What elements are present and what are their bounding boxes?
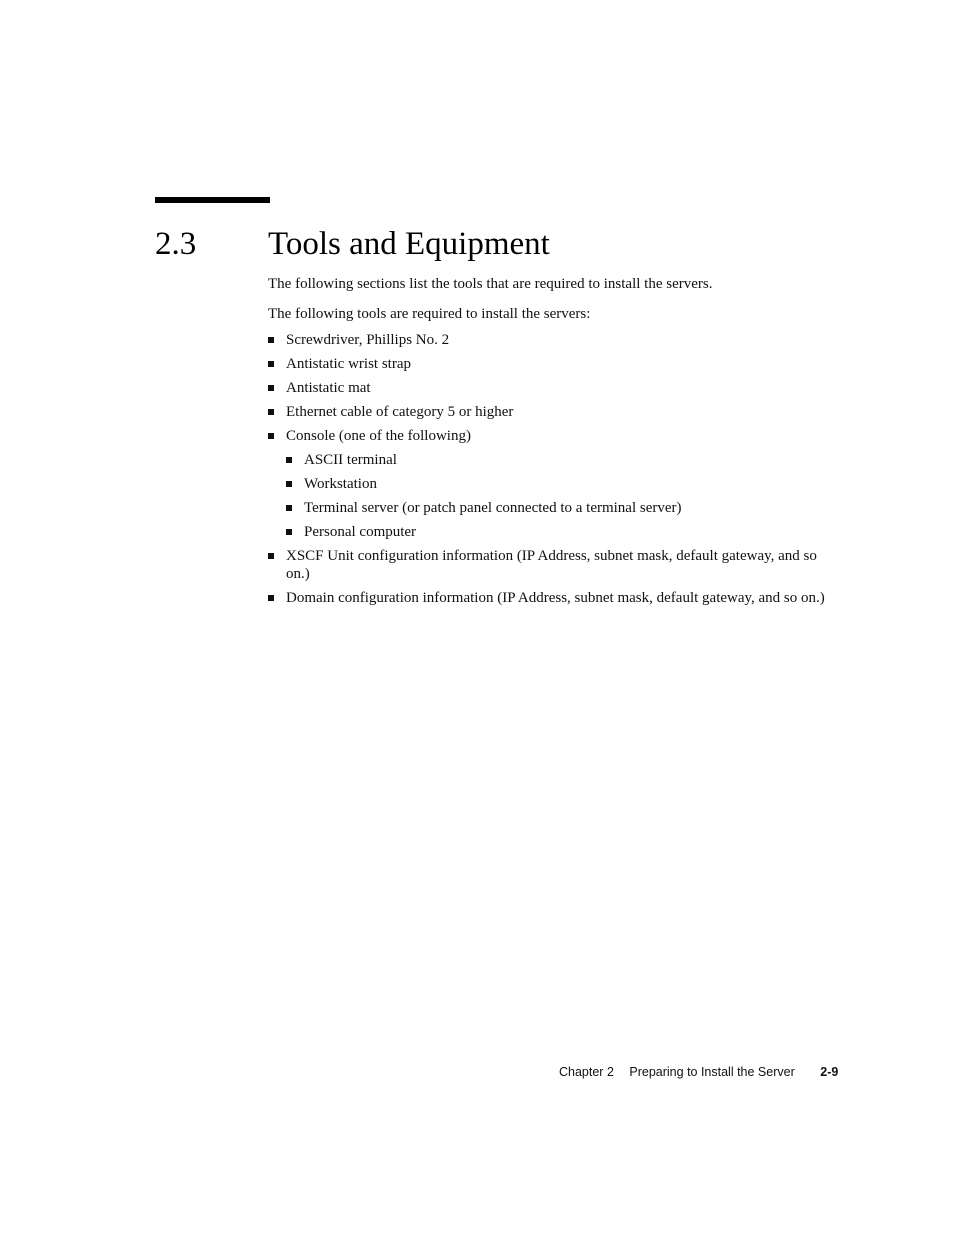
- section-title: Tools and Equipment: [268, 226, 550, 262]
- section-rule: [155, 197, 270, 203]
- list-item-text: Console (one of the following): [286, 428, 471, 444]
- list-item: [268, 427, 843, 541]
- bullet-icon: [286, 481, 292, 487]
- list-item-text: Ethernet cable of category 5 or higher: [286, 404, 514, 420]
- page-footer: [559, 1064, 838, 1080]
- list-item-text: Antistatic mat: [286, 380, 371, 396]
- sub-list-item-text: Terminal server (or patch panel connected to a terminal server): [304, 500, 682, 516]
- console-options-list: [286, 451, 843, 541]
- bullet-icon: [268, 409, 274, 415]
- sub-list-item-text: Personal computer: [304, 524, 417, 540]
- bullet-icon: [286, 505, 292, 511]
- list-item: [268, 547, 843, 583]
- list-item: [268, 331, 843, 349]
- sub-list-item: [286, 499, 843, 517]
- tools-intro-paragraph: The following tools are required to install the servers:: [268, 306, 591, 322]
- list-item-text: XSCF Unit configuration information (IP Address, subnet mask, default gateway, and so on.): [286, 548, 817, 582]
- footer-chapter: Chapter 2: [559, 1065, 614, 1079]
- sub-list-item: [286, 451, 843, 469]
- list-item: [268, 379, 843, 397]
- list-item: [268, 403, 843, 421]
- sub-list-item-text: ASCII terminal: [304, 452, 397, 468]
- bullet-icon: [268, 385, 274, 391]
- bullet-icon: [268, 337, 274, 343]
- page-number: 2-9: [820, 1065, 839, 1079]
- section-body: [268, 275, 843, 613]
- list-item-text: Screwdriver, Phillips No. 2: [286, 332, 450, 348]
- sub-list-item: [286, 475, 843, 493]
- intro-paragraph: The following sections list the tools that are required to install the servers.: [268, 276, 713, 292]
- sub-list-item-text: Workstation: [304, 476, 377, 492]
- tools-list: [268, 331, 843, 607]
- bullet-icon: [268, 553, 274, 559]
- footer-chapter-title: Preparing to Install the Server: [629, 1065, 795, 1079]
- bullet-icon: [286, 529, 292, 535]
- bullet-icon: [286, 457, 292, 463]
- list-item: [268, 355, 843, 373]
- bullet-icon: [268, 361, 274, 367]
- list-item-text: Antistatic wrist strap: [286, 356, 411, 372]
- section-number: 2.3: [155, 226, 197, 262]
- bullet-icon: [268, 433, 274, 439]
- list-item-text: Domain configuration information (IP Address, subnet mask, default gateway, and so on.): [286, 590, 825, 606]
- list-item: [268, 589, 843, 607]
- sub-list-item: [286, 523, 843, 541]
- bullet-icon: [268, 595, 274, 601]
